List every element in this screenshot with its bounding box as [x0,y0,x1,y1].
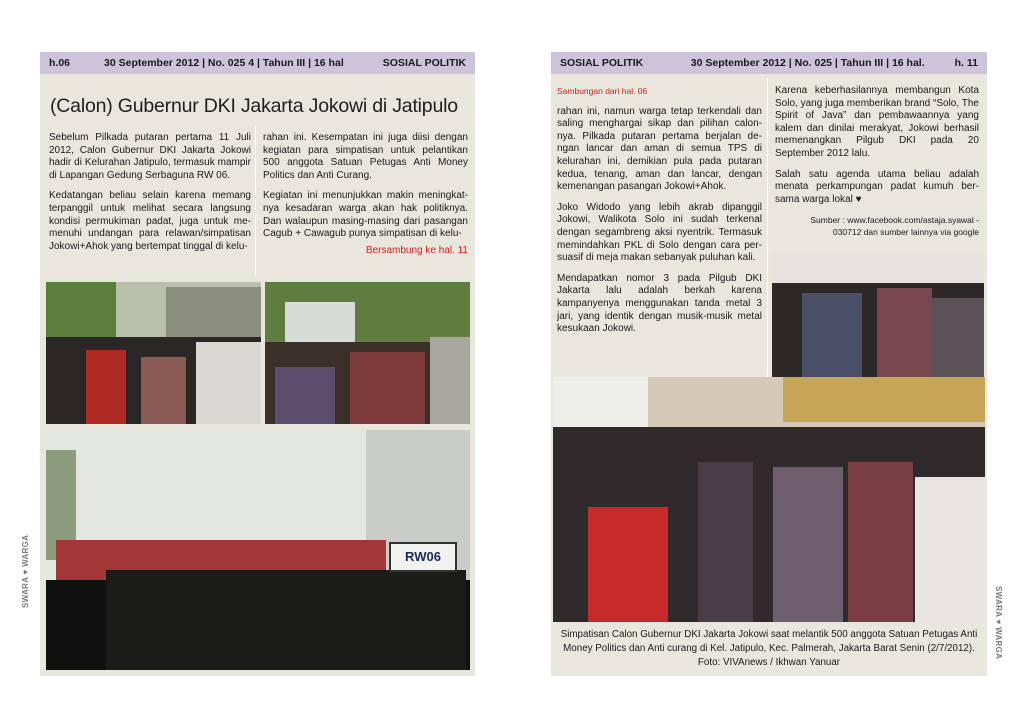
left-section-name: SOSIAL POLITIK [382,57,466,69]
article-title: (Calon) Gubernur DKI Jakarta Jokowi di Jatipulo [50,95,458,117]
photo-main-gathering [553,377,985,622]
photo-supporters-crowd [46,282,261,424]
left-page [40,52,475,676]
photo-jokowi-talking [772,253,984,377]
right-page-number: h. 11 [954,57,978,69]
paragraph: Joko Widodo yang lebih akrab dipanggil Jokowi, Walikota Solo ini sudah terkenal dengan segambreng aksi nyentrik. Termasuk memindahkan PKL di Solo dengan cara per-suasif di meja makan sebanyak puluhan kali. [557,201,762,264]
right-column-1 [557,85,762,344]
source-credit [775,214,979,238]
right-column-2 [775,85,979,238]
left-column-1 [49,132,251,261]
paragraph: Karena keberhasilannya membangun Kota Solo, yang juga memberikan brand “Solo, The Spirit of Java” dan pembawaannya yang kalem dan dinilai merakyat, Jokowi berhasil memenangkan Pilgub DKI pada 20 September 2012 lalu. [775,85,979,159]
continuation-note: Sambungan dari hal. 06 [557,86,648,96]
right-page-header [551,52,987,74]
source-line: 030712 dan sumber lainnya via google [832,227,979,238]
continued-note: Bersambung ke hal. 11 [365,244,468,256]
photo-jokowi-crowd [265,282,470,424]
source-line: Sumber : www.facebook.com/astaja.syawal - [810,215,979,226]
column-divider [255,126,256,276]
column-divider [767,78,768,378]
photo-evening-event [46,430,470,670]
right-page [551,52,987,676]
rw-sign: RW06 [389,542,457,572]
paragraph: Salah satu agenda utama beliau adalah menata perkampungan padat kumuh ber-sama warga lokal ♥ [775,168,979,205]
side-label-right: SWARA ♥ WARGA [994,586,1003,660]
left-page-number: h.06 [49,57,71,69]
paragraph: Kegiatan ini menunjukkan makin meningkat-nya kesadaran warga akan hak politiknya. Dan walaupun masing-masing dari pasangan Cagub + Cawagub punya simpatisan di kelu- [263,190,468,240]
paragraph: rahan ini, namun warga tetap terkendali dan saling menghargai sikap dan pilihan calon-nya. Pilkada putaran pertama berjalan de-ngan lancar dan aman di semua TPS di kelurahan ini, demikian pula pada putaran kedua, tenang, aman dan lancar, dengan kemenangan pasangan Jokowi+Ahok. [557,105,762,193]
left-column-2 [263,132,468,257]
right-section-name: SOSIAL POLITIK [560,57,644,69]
left-page-header [40,52,475,74]
paragraph: rahan ini. Kesempatan ini juga diisi dengan kegiatan para simpatisan untuk pelantikan 500 anggota Satuan Petugas Anti Money Politics dan Anti Curang. [263,132,468,181]
right-issue-info: 30 September 2012 | No. 025 | Tahun III | 16 hal. [690,57,925,69]
paragraph: Sebelum Pilkada putaran pertama 11 Juli 2012, Calon Gubernur DKI Jakarta Jokowi hadir di Kelurahan Jatipulo, termasuk mampir di Lapangan Gedung Serbaguna RW 06. [49,132,251,181]
side-label-left: SWARA ♥ WARGA [21,534,30,608]
paragraph: Mendapatkan nomor 3 pada Pilgub DKI Jakarta lalu adalah berkah karena kampanyenya menggunakan tanda metal 3 jari, yang identik dengan musik-musik metal kesukaan Jokowi. [557,272,762,335]
paragraph: Kedatangan beliau selain karena memang terpanggil untuk melihat secara langsung kondisi permukiman padat, juga untuk me-menuhi undangan para relawan/simpatisan Jokowi+Ahok yang bertempat tinggal di kelu- [49,190,251,252]
left-issue-info: 30 September 2012 | No. 025 4 | Tahun III | 16 hal [104,57,344,69]
photo-caption: Simpatisan Calon Gubernur DKI Jakarta Jokowi saat melantik 500 anggota Satuan Petugas Anti Money Politics dan Anti curang di Kel. Jatipulo, Kec. Palmerah, Jakarta Barat Senin (2/7/2012). Foto: VIVAnews / Ikhwan Yanuar [560,629,978,668]
